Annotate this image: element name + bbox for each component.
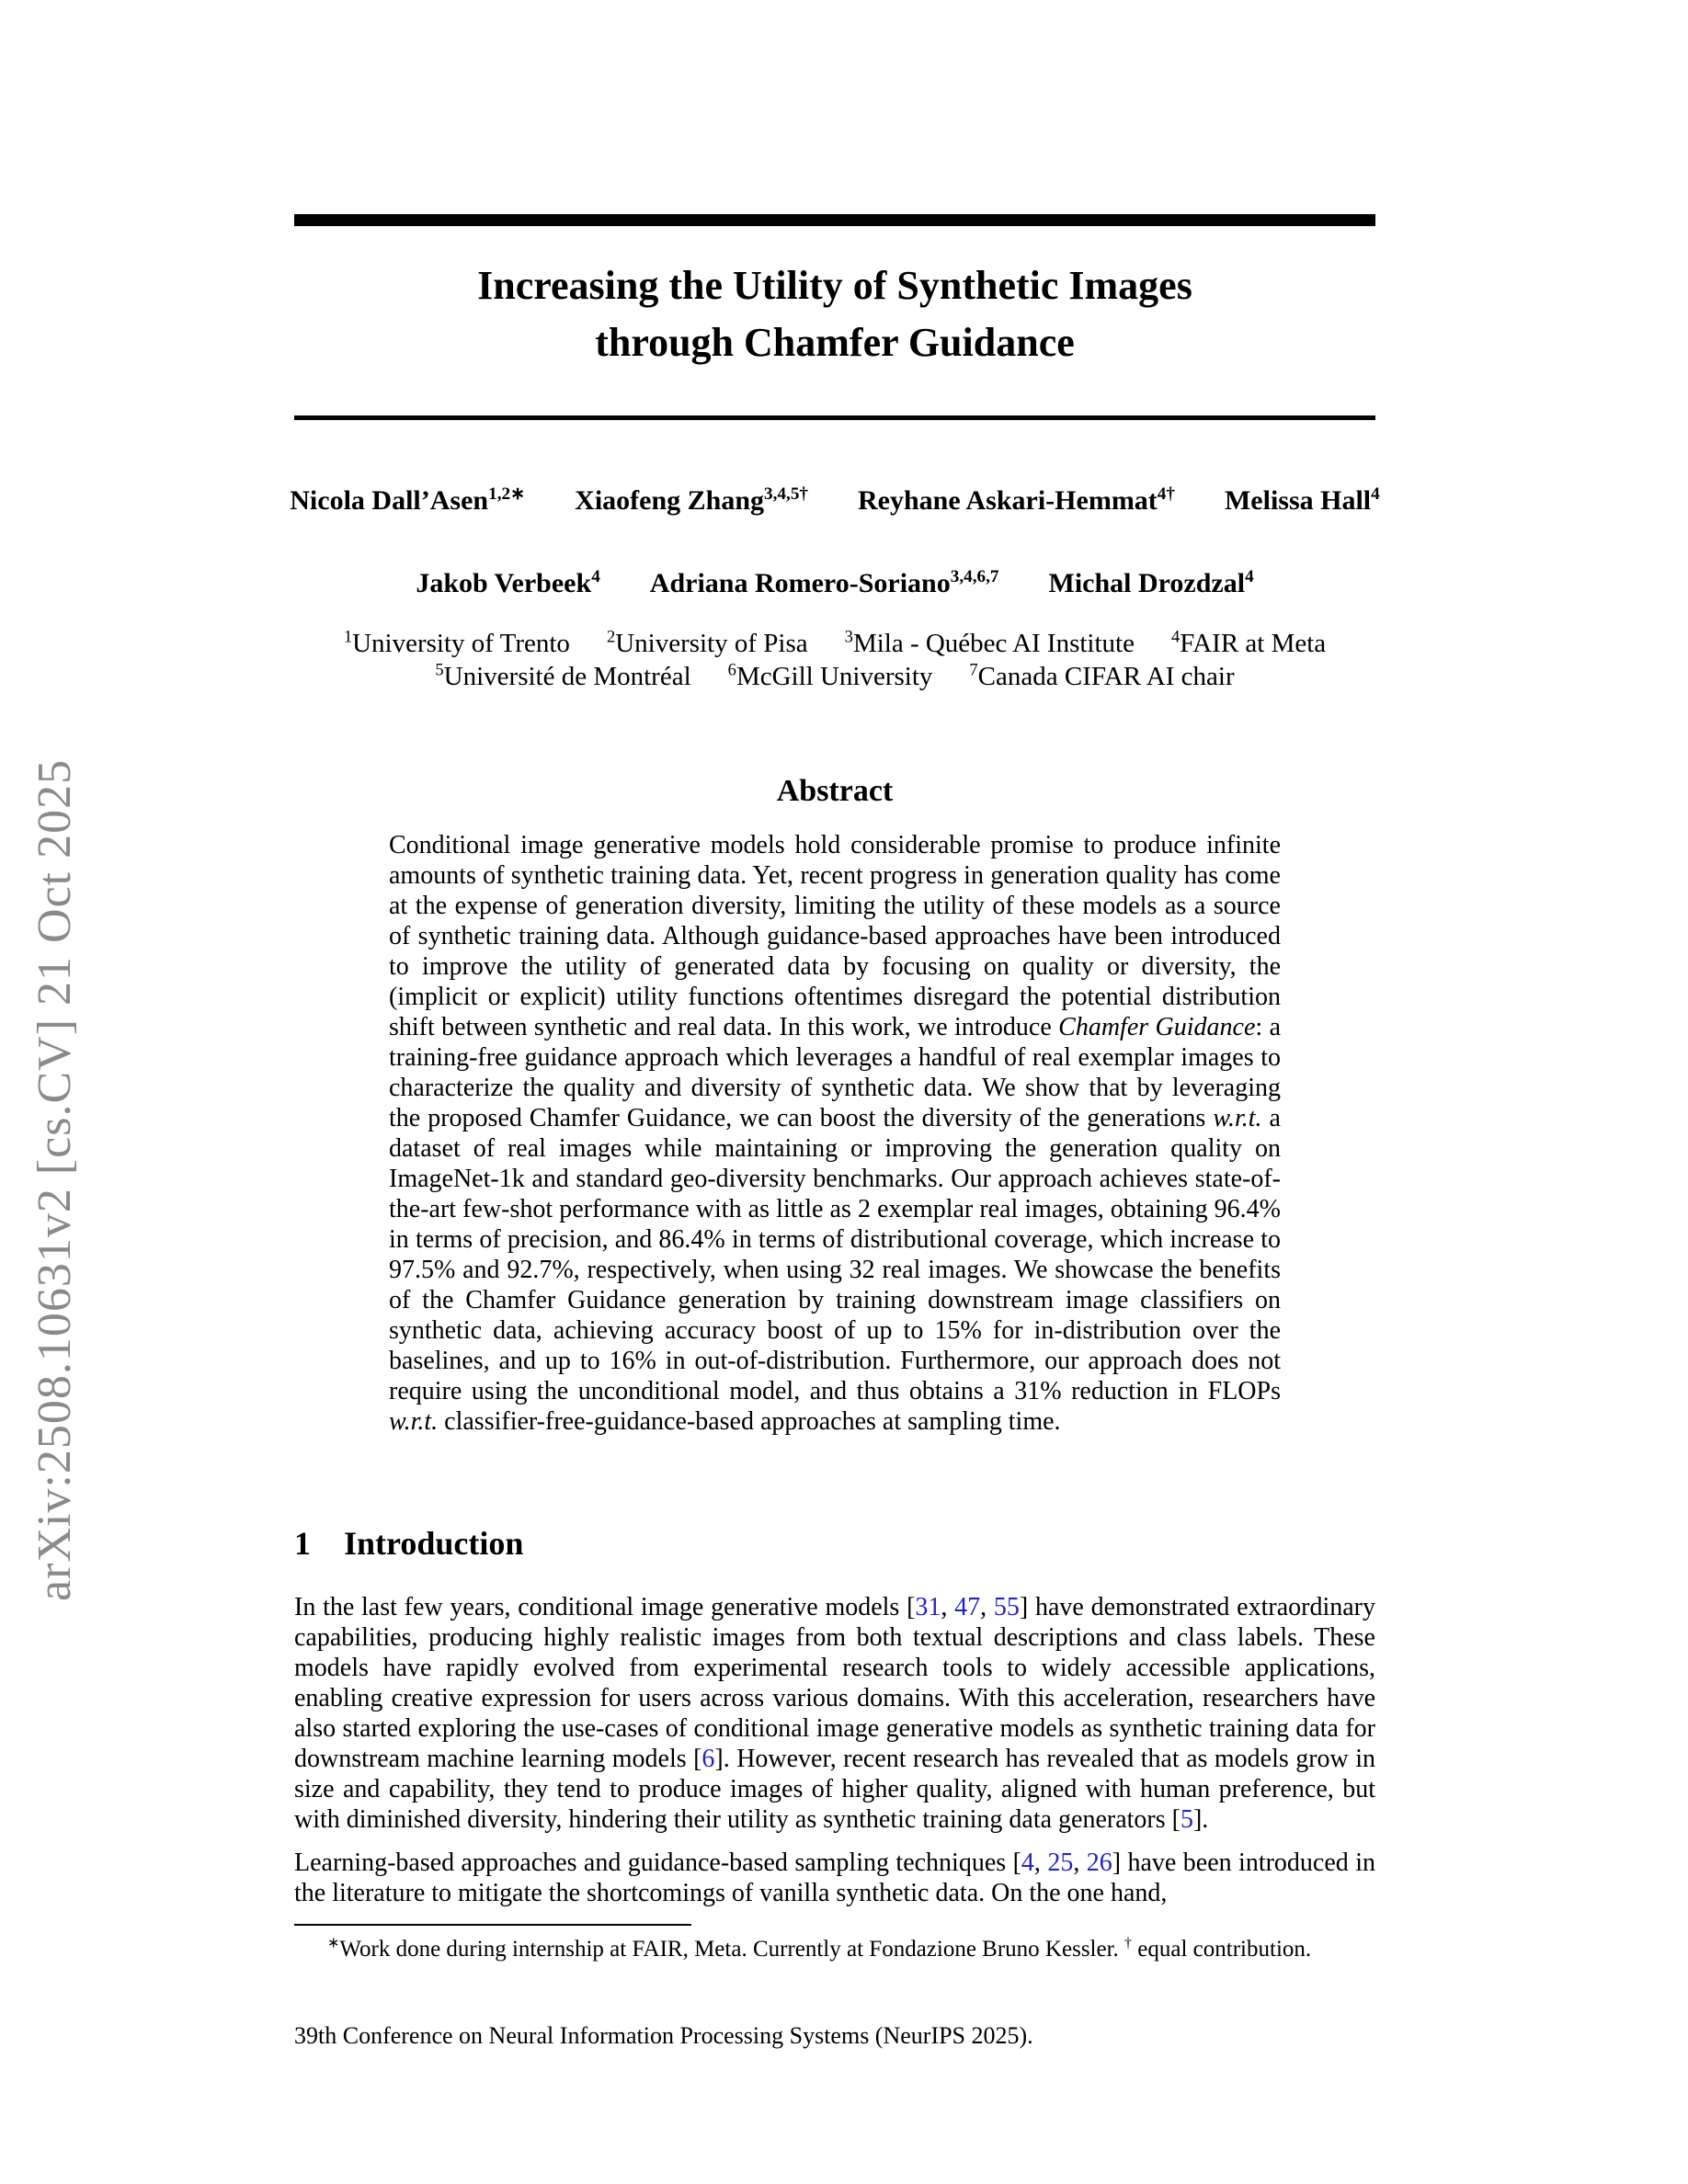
author-name: Melissa Hall	[1224, 485, 1372, 516]
affiliation-fair-at-meta	[1171, 629, 1326, 659]
affil-sup: 1	[343, 627, 353, 647]
authors-row-2	[294, 568, 1375, 599]
footnote-star-symbol: ∗	[327, 1935, 340, 1951]
section-title: Introduction	[344, 1525, 524, 1562]
affiliation-canada-cifar-ai-chair	[969, 662, 1234, 692]
author-affil-sup: 3,4,5†	[764, 484, 808, 504]
affil-name: McGill University	[736, 662, 933, 691]
text-segment: ].	[1192, 1805, 1209, 1834]
citation-link[interactable]: 47	[954, 1593, 981, 1621]
footnote-rule	[294, 1924, 691, 1926]
title-rule-bottom	[294, 415, 1375, 420]
author-name: Xiaofeng Zhang	[575, 485, 765, 516]
affil-name: FAIR at Meta	[1180, 629, 1327, 658]
affil-sup: 3	[844, 627, 853, 647]
paper-title-line1: Increasing the Utility of Synthetic Images	[477, 263, 1192, 308]
citation-link[interactable]: 4	[1021, 1848, 1034, 1877]
title-rule-top	[294, 214, 1375, 226]
author-name: Adriana Romero-Soriano	[649, 568, 951, 598]
text-segment: ]. However, recent research has revealed that as models grow in size and capability, they tend to produce images of higher quality, aligned with human preference, but with diminished diversity, hindering their utility as synthetic training data generators [	[294, 1745, 1375, 1834]
abstract-segment: Conditional image generative models hold considerable promise to produce infinite amounts of synthetic training data. Yet, recent progress in generation quality has come at the expense of generation diversity, limiting the utility of these models as a source of synthetic training data. Although guidance-based approaches have been introduced to improve the utility of generated data by focusing on quality or diversity, the (implicit or explicit) utility functions oftentimes disregard the potential distribution shift between synthetic and real data. In this work, we introduce	[389, 831, 1281, 1041]
author-affil-sup: 4	[1371, 484, 1380, 504]
author-adriana-romero-soriano	[650, 568, 999, 599]
author-affil-sup: 4	[1245, 567, 1254, 586]
text-segment: ] have been introduced in the literature to mitigate the shortcomings of vanilla synthetic data. On the one hand,	[294, 1848, 1375, 1907]
author-michal-drozdzal	[1049, 568, 1254, 599]
author-xiaofeng-zhang	[575, 485, 808, 517]
paper-title-line2: through Chamfer Guidance	[595, 320, 1075, 365]
citation-link[interactable]: 5	[1180, 1805, 1193, 1834]
affiliation-universite-de-montreal	[435, 662, 690, 692]
text-segment: ,	[980, 1593, 994, 1621]
citation-link[interactable]: 25	[1047, 1848, 1074, 1877]
affil-name: University of Pisa	[615, 629, 808, 658]
author-melissa-hall	[1225, 485, 1380, 517]
citation-link[interactable]: 31	[915, 1593, 941, 1621]
affil-name: Mila - Québec AI Institute	[852, 629, 1135, 658]
text-segment: Learning-based approaches and guidance-based sampling techniques [	[294, 1848, 1021, 1877]
text-segment: ,	[1073, 1848, 1087, 1877]
section-number: 1	[294, 1525, 311, 1562]
author-jakob-verbeek	[416, 568, 599, 599]
footnote	[294, 1936, 1375, 1963]
affiliation-mila	[845, 629, 1135, 659]
abstract-segment: a dataset of real images while maintaining or improving the generation quality on ImageNet-1k and standard geo-diversity benchmarks. Our approach achieves state-of-the-art few-shot performance with as little as 2 exemplar real images, obtaining 96.4% in terms of precision, and 86.4% in terms of distributional coverage, which increase to 97.5% and 92.7%, respectively, when using 32 real images. We showcase the benefits of the Chamfer Guidance generation by training downstream image classifiers on synthetic data, achieving accuracy boost of up to 15% for in-distribution over the baselines, and up to 16% in out-of-distribution. Furthermore, our approach does not require using the unconditional model, and thus obtains a 31% reduction in FLOPs	[389, 1104, 1281, 1405]
author-nicola-dallasen	[290, 485, 525, 517]
affil-name: Université de Montréal	[443, 662, 691, 691]
author-name: Nicola Dall’Asen	[290, 485, 489, 516]
author-affil-sup: 4	[591, 567, 600, 586]
affil-name: University of Trento	[352, 629, 570, 658]
affiliations-row-2	[294, 662, 1375, 692]
author-name: Michal Drozdzal	[1048, 568, 1246, 598]
intro-paragraph-1	[294, 1592, 1375, 1835]
author-name: Reyhane Askari-Hemmat	[858, 485, 1158, 516]
authors-row-1	[290, 484, 1380, 517]
affil-sup: 6	[727, 660, 736, 680]
citation-link[interactable]: 6	[701, 1745, 715, 1773]
affiliation-mcgill-university	[728, 662, 933, 692]
author-affil-sup: 1,2∗	[488, 484, 526, 504]
abstract-segment-italic-wrt: w.r.t.	[1213, 1104, 1262, 1132]
text-segment: In the last few years, conditional image generative models [	[294, 1593, 916, 1621]
affiliation-university-of-trento	[344, 629, 570, 659]
citation-link[interactable]: 55	[993, 1593, 1020, 1621]
abstract-segment-italic-wrt: w.r.t.	[389, 1407, 439, 1436]
footnote-dagger-text: equal contribution.	[1137, 1937, 1312, 1962]
abstract-text	[389, 830, 1281, 1437]
author-reyhane-askari-hemmat	[858, 485, 1175, 517]
arxiv-watermark: arXiv:2508.10631v2 [cs.CV] 21 Oct 2025	[29, 758, 81, 1601]
affiliations-row-1	[294, 629, 1375, 659]
abstract-segment: classifier-free-guidance-based approaches at sampling time.	[438, 1407, 1061, 1436]
abstract-heading: Abstract	[776, 774, 894, 808]
footnote-star-text: Work done during internship at FAIR, Meta. Currently at Fondazione Bruno Kessler.	[339, 1937, 1119, 1962]
citation-link[interactable]: 26	[1086, 1848, 1112, 1877]
conference-footer: 39th Conference on Neural Information Processing Systems (NeurIPS 2025).	[294, 2022, 1033, 2049]
text-segment: ] have demonstrated extraordinary capabilities, producing highly realistic images from both textual descriptions and class labels. These models have rapidly evolved from experimental research tools to widely accessible applications, enabling creative expression for users across various domains. With this acceleration, researchers have also started exploring the use-cases of conditional image generative models as synthetic training data for downstream machine learning models [	[294, 1593, 1375, 1773]
text-segment: ,	[941, 1593, 955, 1621]
affil-sup: 2	[606, 627, 616, 647]
paper-title	[294, 257, 1375, 371]
section-heading-introduction	[294, 1524, 1375, 1563]
author-affil-sup: 3,4,6,7	[950, 567, 999, 586]
author-affil-sup: 4†	[1157, 484, 1175, 504]
footnote-dagger-symbol: †	[1124, 1935, 1133, 1951]
affiliation-university-of-pisa	[607, 629, 808, 659]
affil-sup: 7	[969, 660, 978, 680]
text-segment: ,	[1033, 1848, 1048, 1877]
affil-sup: 5	[435, 660, 444, 680]
abstract-segment: : a training-free guidance approach which leverages a handful of real exemplar images to characterize the quality and diversity of synthetic data. We show that by leveraging the proposed Chamfer Guidance, we can boost the diversity of the generations	[389, 1013, 1282, 1132]
intro-paragraph-2	[294, 1848, 1375, 1908]
abstract-segment-italic-chamfer-guidance: Chamfer Guidance	[1058, 1013, 1256, 1041]
affil-name: Canada CIFAR AI chair	[977, 662, 1235, 691]
affil-sup: 4	[1170, 627, 1180, 647]
author-name: Jakob Verbeek	[416, 568, 592, 598]
